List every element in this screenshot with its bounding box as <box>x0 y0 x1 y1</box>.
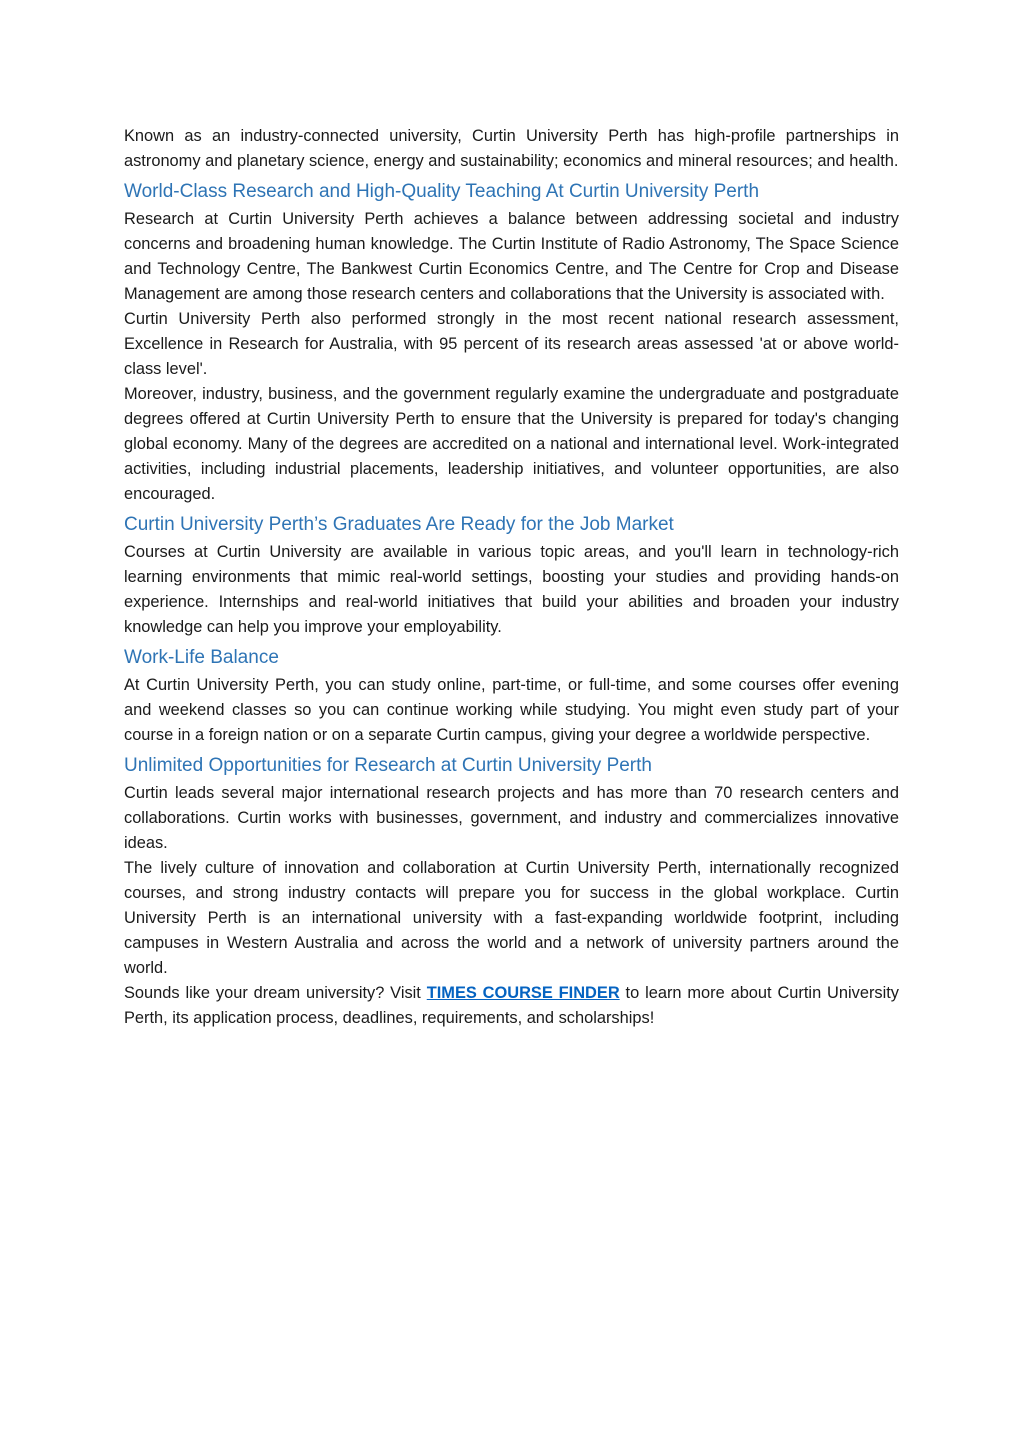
work-life-paragraph: At Curtin University Perth, you can study online, part-time, or full-time, and some courses offer evening and weekend classes so you can continue working while studying. You might even study part of your course in a foreign nation or on a separate Curtin campus, giving your degree a worldwide perspective. <box>124 676 899 744</box>
opportunities-paragraph-2: The lively culture of innovation and collaboration at Curtin University Perth, internationally recognized courses, and strong industry contacts will prepare you for success in the global workplace. Curtin University Perth is an international university with a fast-expanding worldwide footprint, including campuses in Western Australia and across the world and a network of university partners around the world. <box>124 859 899 977</box>
closing-paragraph <box>124 981 899 1031</box>
document-page <box>124 124 899 1031</box>
closing-text-before: Sounds like your dream university? Visit <box>124 984 427 1002</box>
graduates-paragraph: Courses at Curtin University are available in various topic areas, and you'll learn in technology-rich learning environments that mimic real-world settings, boosting your studies and providing hands-on experience. Internships and real-world initiatives that build your abilities and broaden your industry knowledge can help you improve your employability. <box>124 543 899 636</box>
research-paragraph-2: Curtin University Perth also performed strongly in the most recent national research assessment, Excellence in Research for Australia, with 95 percent of its research areas assessed 'at or above world-class level'. <box>124 310 899 378</box>
closing-text-after: to learn more about Curtin University Perth, its application process, deadlines, requirements, and scholarships! <box>124 984 899 1027</box>
opportunities-paragraph-1: Curtin leads several major international research projects and has more than 70 research centers and collaborations. Curtin works with businesses, government, and industry and commercializes innovative ideas. <box>124 784 899 852</box>
section-heading-work-life: Work-Life Balance <box>124 647 279 668</box>
section-heading-research: World-Class Research and High-Quality Teaching At Curtin University Perth <box>124 181 760 202</box>
times-course-finder-link[interactable]: TIMES COURSE FINDER <box>426 984 620 1002</box>
section-heading-graduates: Curtin University Perth’s Graduates Are Ready for the Job Market <box>124 514 674 535</box>
intro-paragraph: Known as an industry-connected university, Curtin University Perth has high-profile partnerships in astronomy and planetary science, energy and sustainability; economics and mineral resources; and health. <box>124 127 899 170</box>
research-paragraph-1: Research at Curtin University Perth achieves a balance between addressing societal and industry concerns and broadening human knowledge. The Curtin Institute of Radio Astronomy, The Space Science and Technology Centre, The Bankwest Curtin Economics Centre, and The Centre for Crop and Disease Management are among those research centers and collaborations that the University is associated with. <box>124 210 899 303</box>
research-paragraph-3: Moreover, industry, business, and the government regularly examine the undergraduate and postgraduate degrees offered at Curtin University Perth to ensure that the University is prepared for today's changing global economy. Many of the degrees are accredited on a national and international level. Work-integrated activities, including industrial placements, leadership initiatives, and volunteer opportunities, are also encouraged. <box>124 385 899 503</box>
section-heading-opportunities: Unlimited Opportunities for Research at Curtin University Perth <box>124 755 652 776</box>
